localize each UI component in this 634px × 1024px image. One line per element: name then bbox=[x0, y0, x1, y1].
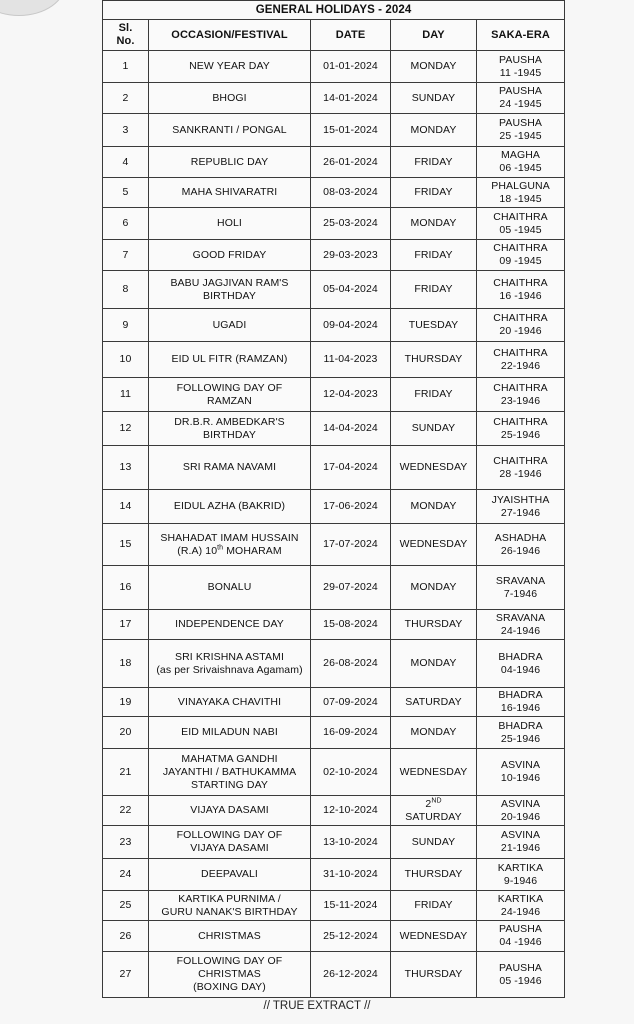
cell-day bbox=[391, 114, 477, 147]
cell-sl-no: 1 bbox=[103, 51, 149, 83]
table-title: GENERAL HOLIDAYS - 2024 bbox=[103, 1, 565, 20]
column-header-day: DAY bbox=[391, 20, 477, 51]
cell-saka-era bbox=[477, 271, 565, 309]
cell-occasion bbox=[149, 83, 311, 114]
table-row bbox=[103, 826, 565, 859]
cell-sl-no: 11 bbox=[103, 378, 149, 412]
cell-occasion bbox=[149, 490, 311, 524]
saka-line: 20-1946 bbox=[500, 810, 541, 823]
saka-line: 11 -1945 bbox=[499, 66, 542, 79]
cell-saka-era bbox=[477, 309, 565, 342]
cell-day bbox=[391, 524, 477, 566]
table-row bbox=[103, 891, 565, 921]
cell-date: 09-04-2024 bbox=[311, 309, 391, 342]
saka-line: 25 -1945 bbox=[499, 130, 542, 142]
day-line: FRIDAY bbox=[414, 186, 453, 198]
cell-sl-no: 25 bbox=[103, 891, 149, 921]
cell-date: 13-10-2024 bbox=[311, 826, 391, 859]
occasion-line: DR.B.R. AMBEDKAR'S bbox=[174, 415, 285, 428]
occasion-line: FOLLOWING DAY OF bbox=[176, 381, 283, 394]
cell-sl-no: 9 bbox=[103, 309, 149, 342]
occasion-line: DEEPAVALI bbox=[201, 868, 258, 880]
occasion-line: SHAHADAT IMAM HUSSAIN bbox=[160, 531, 299, 544]
cell-occasion bbox=[149, 952, 311, 998]
cell-day bbox=[391, 446, 477, 490]
saka-line: 16 -1946 bbox=[499, 289, 542, 302]
day-line: THURSDAY bbox=[404, 868, 463, 880]
corner-decoration bbox=[0, 0, 66, 16]
cell-day bbox=[391, 378, 477, 412]
cell-day bbox=[391, 309, 477, 342]
cell-day bbox=[391, 83, 477, 114]
table-row bbox=[103, 524, 565, 566]
occasion-line: MAHA SHIVARATRI bbox=[181, 186, 278, 198]
cell-saka-era bbox=[477, 412, 565, 446]
cell-date: 08-03-2024 bbox=[311, 178, 391, 208]
table-row bbox=[103, 83, 565, 114]
day-line: SUNDAY bbox=[411, 835, 456, 848]
cell-day bbox=[391, 51, 477, 83]
cell-occasion bbox=[149, 859, 311, 891]
cell-date: 31-10-2024 bbox=[311, 859, 391, 891]
saka-line: 21-1946 bbox=[500, 842, 541, 854]
cell-sl-no: 12 bbox=[103, 412, 149, 446]
cell-saka-era bbox=[477, 240, 565, 271]
occasion-line: EID UL FITR (RAMZAN) bbox=[171, 353, 288, 365]
cell-sl-no: 26 bbox=[103, 921, 149, 952]
table-row bbox=[103, 178, 565, 208]
cell-day bbox=[391, 147, 477, 178]
saka-line: BHADRA bbox=[498, 689, 543, 701]
saka-line: 26-1946 bbox=[500, 544, 541, 557]
occasion-line: MAHATMA GANDHI bbox=[181, 752, 278, 765]
table-header-row bbox=[103, 20, 565, 51]
cell-sl-no: 10 bbox=[103, 342, 149, 378]
cell-saka-era bbox=[477, 83, 565, 114]
cell-saka-era bbox=[477, 796, 565, 826]
cell-date: 05-04-2024 bbox=[311, 271, 391, 309]
saka-line: 7-1946 bbox=[503, 587, 538, 600]
table-row bbox=[103, 952, 565, 998]
cell-sl-no: 13 bbox=[103, 446, 149, 490]
day-line: THURSDAY bbox=[404, 353, 463, 365]
saka-line: JYAISHTHA bbox=[491, 493, 550, 506]
occasion-line: INDEPENDENCE DAY bbox=[175, 618, 284, 630]
occasion-line: FOLLOWING DAY OF bbox=[176, 829, 283, 841]
table-row bbox=[103, 208, 565, 240]
saka-line: 18 -1945 bbox=[499, 192, 542, 205]
cell-saka-era bbox=[477, 342, 565, 378]
day-line: THURSDAY bbox=[404, 968, 463, 980]
occasion-line: JAYANTHI / BATHUKAMMA bbox=[162, 765, 297, 778]
cell-occasion bbox=[149, 749, 311, 796]
cell-occasion bbox=[149, 796, 311, 826]
table-row bbox=[103, 378, 565, 412]
saka-line: 24-1946 bbox=[500, 905, 541, 918]
cell-saka-era bbox=[477, 610, 565, 640]
occasion-line: EID MILADUN NABI bbox=[181, 726, 278, 738]
table-row bbox=[103, 796, 565, 826]
saka-line: 25-1946 bbox=[500, 428, 541, 441]
occasion-line: CHRISTMAS bbox=[198, 968, 261, 980]
cell-occasion bbox=[149, 342, 311, 378]
cell-day bbox=[391, 610, 477, 640]
cell-day bbox=[391, 208, 477, 240]
cell-day bbox=[391, 640, 477, 688]
cell-occasion bbox=[149, 610, 311, 640]
sl-header-line1: Sl. bbox=[118, 22, 133, 34]
cell-date: 15-11-2024 bbox=[311, 891, 391, 921]
table-row bbox=[103, 749, 565, 796]
cell-date: 15-08-2024 bbox=[311, 610, 391, 640]
cell-day bbox=[391, 891, 477, 921]
saka-line: 28 -1946 bbox=[499, 467, 542, 480]
day-line: WEDNESDAY bbox=[399, 461, 468, 473]
cell-occasion bbox=[149, 51, 311, 83]
saka-line: 10-1946 bbox=[500, 772, 541, 784]
occasion-line: BHOGI bbox=[212, 91, 247, 104]
cell-saka-era bbox=[477, 51, 565, 83]
day-line: WEDNESDAY bbox=[399, 765, 468, 778]
saka-line: MAGHA bbox=[501, 149, 541, 161]
cell-occasion bbox=[149, 114, 311, 147]
saka-line: CHAITHRA bbox=[493, 276, 548, 289]
day-line: MONDAY bbox=[410, 123, 457, 136]
cell-day bbox=[391, 688, 477, 717]
day-line: FRIDAY bbox=[414, 248, 453, 261]
saka-line: 04-1946 bbox=[500, 663, 541, 676]
day-line: SUNDAY bbox=[411, 422, 456, 434]
cell-occasion bbox=[149, 524, 311, 566]
saka-line: PAUSHA bbox=[499, 53, 543, 66]
day-line: MONDAY bbox=[410, 657, 457, 669]
day-line: WEDNESDAY bbox=[399, 538, 468, 550]
cell-date: 14-04-2024 bbox=[311, 412, 391, 446]
cell-date: 29-03-2023 bbox=[311, 240, 391, 271]
cell-date: 25-03-2024 bbox=[311, 208, 391, 240]
cell-sl-no: 18 bbox=[103, 640, 149, 688]
saka-line: 06 -1945 bbox=[499, 162, 542, 174]
cell-saka-era bbox=[477, 921, 565, 952]
occasion-line: BONALU bbox=[207, 581, 252, 593]
day-line: WEDNESDAY bbox=[399, 929, 468, 942]
saka-line: ASVINA bbox=[500, 829, 541, 841]
saka-line: 05 -1946 bbox=[499, 974, 542, 987]
saka-line: 20 -1946 bbox=[499, 325, 542, 337]
table-row bbox=[103, 640, 565, 688]
ordinal-superscript: th bbox=[217, 544, 224, 551]
saka-line: KARTIKA bbox=[497, 861, 544, 874]
cell-saka-era bbox=[477, 208, 565, 240]
day-line: SATURDAY bbox=[405, 695, 462, 708]
occasion-line: VIJAYA DASAMI bbox=[190, 804, 269, 816]
saka-line: CHAITHRA bbox=[493, 210, 548, 223]
cell-date: 29-07-2024 bbox=[311, 566, 391, 610]
occasion-line: GOOD FRIDAY bbox=[192, 248, 267, 261]
table-row bbox=[103, 859, 565, 891]
table-row bbox=[103, 271, 565, 309]
day-line: 2ND bbox=[425, 797, 442, 810]
cell-sl-no: 14 bbox=[103, 490, 149, 524]
cell-occasion bbox=[149, 178, 311, 208]
cell-day bbox=[391, 240, 477, 271]
occasion-line: (R.A) 10th MOHARAM bbox=[177, 544, 282, 557]
cell-date: 07-09-2024 bbox=[311, 688, 391, 717]
cell-date: 17-06-2024 bbox=[311, 490, 391, 524]
cell-day bbox=[391, 717, 477, 749]
occasion-line: FOLLOWING DAY OF bbox=[176, 955, 283, 967]
cell-date: 14-01-2024 bbox=[311, 83, 391, 114]
day-line: FRIDAY bbox=[414, 388, 453, 400]
cell-saka-era bbox=[477, 178, 565, 208]
occasion-line: SRI RAMA NAVAMI bbox=[182, 461, 277, 473]
cell-occasion bbox=[149, 240, 311, 271]
saka-line: BHADRA bbox=[498, 650, 543, 663]
cell-occasion bbox=[149, 378, 311, 412]
occasion-line: BABU JAGJIVAN RAM'S bbox=[170, 276, 289, 289]
column-header-date: DATE bbox=[311, 20, 391, 51]
saka-line: SRAVANA bbox=[495, 574, 546, 587]
occasion-line: RAMZAN bbox=[207, 394, 252, 407]
cell-sl-no: 7 bbox=[103, 240, 149, 271]
cell-sl-no: 24 bbox=[103, 859, 149, 891]
saka-line: 23-1946 bbox=[500, 394, 541, 407]
cell-sl-no: 5 bbox=[103, 178, 149, 208]
cell-saka-era bbox=[477, 717, 565, 749]
occasion-line: SRI KRISHNA ASTAMI bbox=[175, 650, 284, 663]
table-row bbox=[103, 51, 565, 83]
cell-occasion bbox=[149, 921, 311, 952]
occasion-line: (BOXING DAY) bbox=[193, 981, 266, 993]
day-line: FRIDAY bbox=[414, 155, 453, 168]
cell-saka-era bbox=[477, 640, 565, 688]
saka-line: PHALGUNA bbox=[491, 179, 550, 192]
column-header-saka: SAKA-ERA bbox=[477, 20, 565, 51]
cell-saka-era bbox=[477, 952, 565, 998]
saka-line: 24 -1945 bbox=[499, 98, 542, 110]
cell-saka-era bbox=[477, 859, 565, 891]
saka-line: 9-1946 bbox=[503, 874, 538, 887]
table-row bbox=[103, 490, 565, 524]
cell-occasion bbox=[149, 208, 311, 240]
saka-line: PAUSHA bbox=[499, 923, 543, 935]
table-row bbox=[103, 114, 565, 147]
saka-line: CHAITHRA bbox=[493, 346, 548, 359]
day-line: MONDAY bbox=[410, 581, 457, 593]
saka-line: CHAITHRA bbox=[493, 415, 548, 428]
ordinal-superscript: ND bbox=[431, 797, 442, 804]
cell-day bbox=[391, 342, 477, 378]
column-header-occasion: OCCASION/FESTIVAL bbox=[149, 20, 311, 51]
cell-occasion bbox=[149, 566, 311, 610]
saka-line: ASHADHA bbox=[494, 531, 547, 544]
saka-line: 16-1946 bbox=[500, 702, 541, 714]
cell-saka-era bbox=[477, 688, 565, 717]
occasion-line: UGADI bbox=[212, 318, 247, 331]
cell-day bbox=[391, 749, 477, 796]
holidays-table bbox=[102, 0, 565, 998]
cell-saka-era bbox=[477, 490, 565, 524]
occasion-line: (as per Srivaishnava Agamam) bbox=[156, 663, 303, 676]
day-line: MONDAY bbox=[410, 217, 457, 229]
cell-day bbox=[391, 490, 477, 524]
day-line: THURSDAY bbox=[404, 618, 463, 630]
cell-date: 01-01-2024 bbox=[311, 51, 391, 83]
cell-saka-era bbox=[477, 114, 565, 147]
table-row bbox=[103, 688, 565, 717]
cell-date: 25-12-2024 bbox=[311, 921, 391, 952]
cell-saka-era bbox=[477, 147, 565, 178]
occasion-line: HOLI bbox=[217, 217, 242, 229]
cell-occasion bbox=[149, 271, 311, 309]
cell-occasion bbox=[149, 412, 311, 446]
cell-date: 16-09-2024 bbox=[311, 717, 391, 749]
saka-line: CHAITHRA bbox=[493, 381, 548, 394]
occasion-line: KARTIKA PURNIMA / bbox=[178, 892, 281, 905]
cell-date: 17-07-2024 bbox=[311, 524, 391, 566]
saka-line: 04 -1946 bbox=[499, 936, 542, 948]
cell-sl-no: 20 bbox=[103, 717, 149, 749]
column-header-sl bbox=[103, 20, 149, 51]
cell-saka-era bbox=[477, 446, 565, 490]
cell-sl-no: 27 bbox=[103, 952, 149, 998]
cell-occasion bbox=[149, 826, 311, 859]
cell-saka-era bbox=[477, 378, 565, 412]
occasion-line: VINAYAKA CHAVITHI bbox=[177, 695, 282, 708]
occasion-line: SANKRANTI / PONGAL bbox=[172, 123, 287, 136]
saka-line: PAUSHA bbox=[499, 117, 543, 129]
cell-sl-no: 2 bbox=[103, 83, 149, 114]
cell-occasion bbox=[149, 446, 311, 490]
table-row bbox=[103, 240, 565, 271]
cell-occasion bbox=[149, 640, 311, 688]
table-row bbox=[103, 717, 565, 749]
cell-day bbox=[391, 412, 477, 446]
occasion-line: VIJAYA DASAMI bbox=[190, 842, 269, 854]
saka-line: ASVINA bbox=[500, 797, 541, 810]
day-line: FRIDAY bbox=[414, 899, 453, 911]
saka-line: CHAITHRA bbox=[493, 312, 548, 324]
saka-line: SRAVANA bbox=[495, 611, 546, 624]
table-row bbox=[103, 446, 565, 490]
occasion-line: NEW YEAR DAY bbox=[189, 60, 270, 72]
cell-date: 12-04-2023 bbox=[311, 378, 391, 412]
cell-day bbox=[391, 921, 477, 952]
day-line: FRIDAY bbox=[414, 283, 453, 295]
cell-sl-no: 6 bbox=[103, 208, 149, 240]
cell-occasion bbox=[149, 891, 311, 921]
cell-occasion bbox=[149, 309, 311, 342]
day-line: MONDAY bbox=[410, 726, 457, 738]
table-row bbox=[103, 309, 565, 342]
saka-line: 05 -1945 bbox=[499, 223, 542, 236]
day-line: TUESDAY bbox=[408, 318, 459, 331]
cell-date: 26-08-2024 bbox=[311, 640, 391, 688]
saka-line: 22-1946 bbox=[500, 359, 541, 372]
cell-date: 26-12-2024 bbox=[311, 952, 391, 998]
cell-day bbox=[391, 796, 477, 826]
saka-line: CHAITHRA bbox=[493, 242, 548, 254]
occasion-line: CHRISTMAS bbox=[198, 929, 261, 942]
cell-date: 11-04-2023 bbox=[311, 342, 391, 378]
cell-sl-no: 16 bbox=[103, 566, 149, 610]
cell-occasion bbox=[149, 147, 311, 178]
cell-day bbox=[391, 566, 477, 610]
saka-line: PAUSHA bbox=[499, 85, 543, 97]
cell-day bbox=[391, 826, 477, 859]
cell-day bbox=[391, 859, 477, 891]
table-row bbox=[103, 412, 565, 446]
table-row bbox=[103, 566, 565, 610]
cell-sl-no: 15 bbox=[103, 524, 149, 566]
occasion-line: BIRTHDAY bbox=[203, 428, 256, 441]
saka-line: 09 -1945 bbox=[499, 255, 542, 267]
sl-header-line2: No. bbox=[116, 35, 135, 47]
occasion-line: STARTING DAY bbox=[190, 778, 269, 791]
table-body bbox=[103, 51, 565, 998]
occasion-line: EIDUL AZHA (BAKRID) bbox=[173, 500, 286, 512]
day-line: MONDAY bbox=[410, 500, 457, 512]
table-row bbox=[103, 147, 565, 178]
cell-saka-era bbox=[477, 891, 565, 921]
cell-saka-era bbox=[477, 524, 565, 566]
cell-sl-no: 19 bbox=[103, 688, 149, 717]
cell-date: 02-10-2024 bbox=[311, 749, 391, 796]
cell-sl-no: 8 bbox=[103, 271, 149, 309]
saka-line: KARTIKA bbox=[497, 892, 544, 905]
cell-saka-era bbox=[477, 566, 565, 610]
day-line: SUNDAY bbox=[411, 91, 456, 104]
saka-line: 25-1946 bbox=[500, 732, 541, 745]
saka-line: 24-1946 bbox=[500, 624, 541, 637]
saka-line: 27-1946 bbox=[500, 506, 541, 519]
occasion-line: BIRTHDAY bbox=[203, 289, 256, 302]
cell-date: 15-01-2024 bbox=[311, 114, 391, 147]
footer-note: // TRUE EXTRACT // bbox=[263, 1000, 371, 1012]
occasion-line: REPUBLIC DAY bbox=[190, 155, 269, 168]
cell-sl-no: 22 bbox=[103, 796, 149, 826]
saka-line: CHAITHRA bbox=[493, 454, 548, 467]
table-row bbox=[103, 921, 565, 952]
cell-sl-no: 21 bbox=[103, 749, 149, 796]
cell-occasion bbox=[149, 717, 311, 749]
cell-day bbox=[391, 952, 477, 998]
cell-occasion bbox=[149, 688, 311, 717]
cell-day bbox=[391, 271, 477, 309]
cell-date: 17-04-2024 bbox=[311, 446, 391, 490]
saka-line: PAUSHA bbox=[499, 961, 543, 974]
table-row bbox=[103, 342, 565, 378]
cell-sl-no: 23 bbox=[103, 826, 149, 859]
occasion-line: GURU NANAK'S BIRTHDAY bbox=[161, 905, 298, 918]
saka-line: BHADRA bbox=[498, 719, 543, 732]
cell-sl-no: 3 bbox=[103, 114, 149, 147]
day-line: SATURDAY bbox=[405, 810, 462, 823]
table-row bbox=[103, 610, 565, 640]
cell-date: 26-01-2024 bbox=[311, 147, 391, 178]
table-title-row bbox=[103, 1, 565, 20]
cell-day bbox=[391, 178, 477, 208]
day-line: MONDAY bbox=[410, 60, 457, 72]
cell-sl-no: 4 bbox=[103, 147, 149, 178]
saka-line: ASVINA bbox=[500, 759, 541, 771]
cell-saka-era bbox=[477, 826, 565, 859]
cell-date: 12-10-2024 bbox=[311, 796, 391, 826]
cell-sl-no: 17 bbox=[103, 610, 149, 640]
cell-saka-era bbox=[477, 749, 565, 796]
